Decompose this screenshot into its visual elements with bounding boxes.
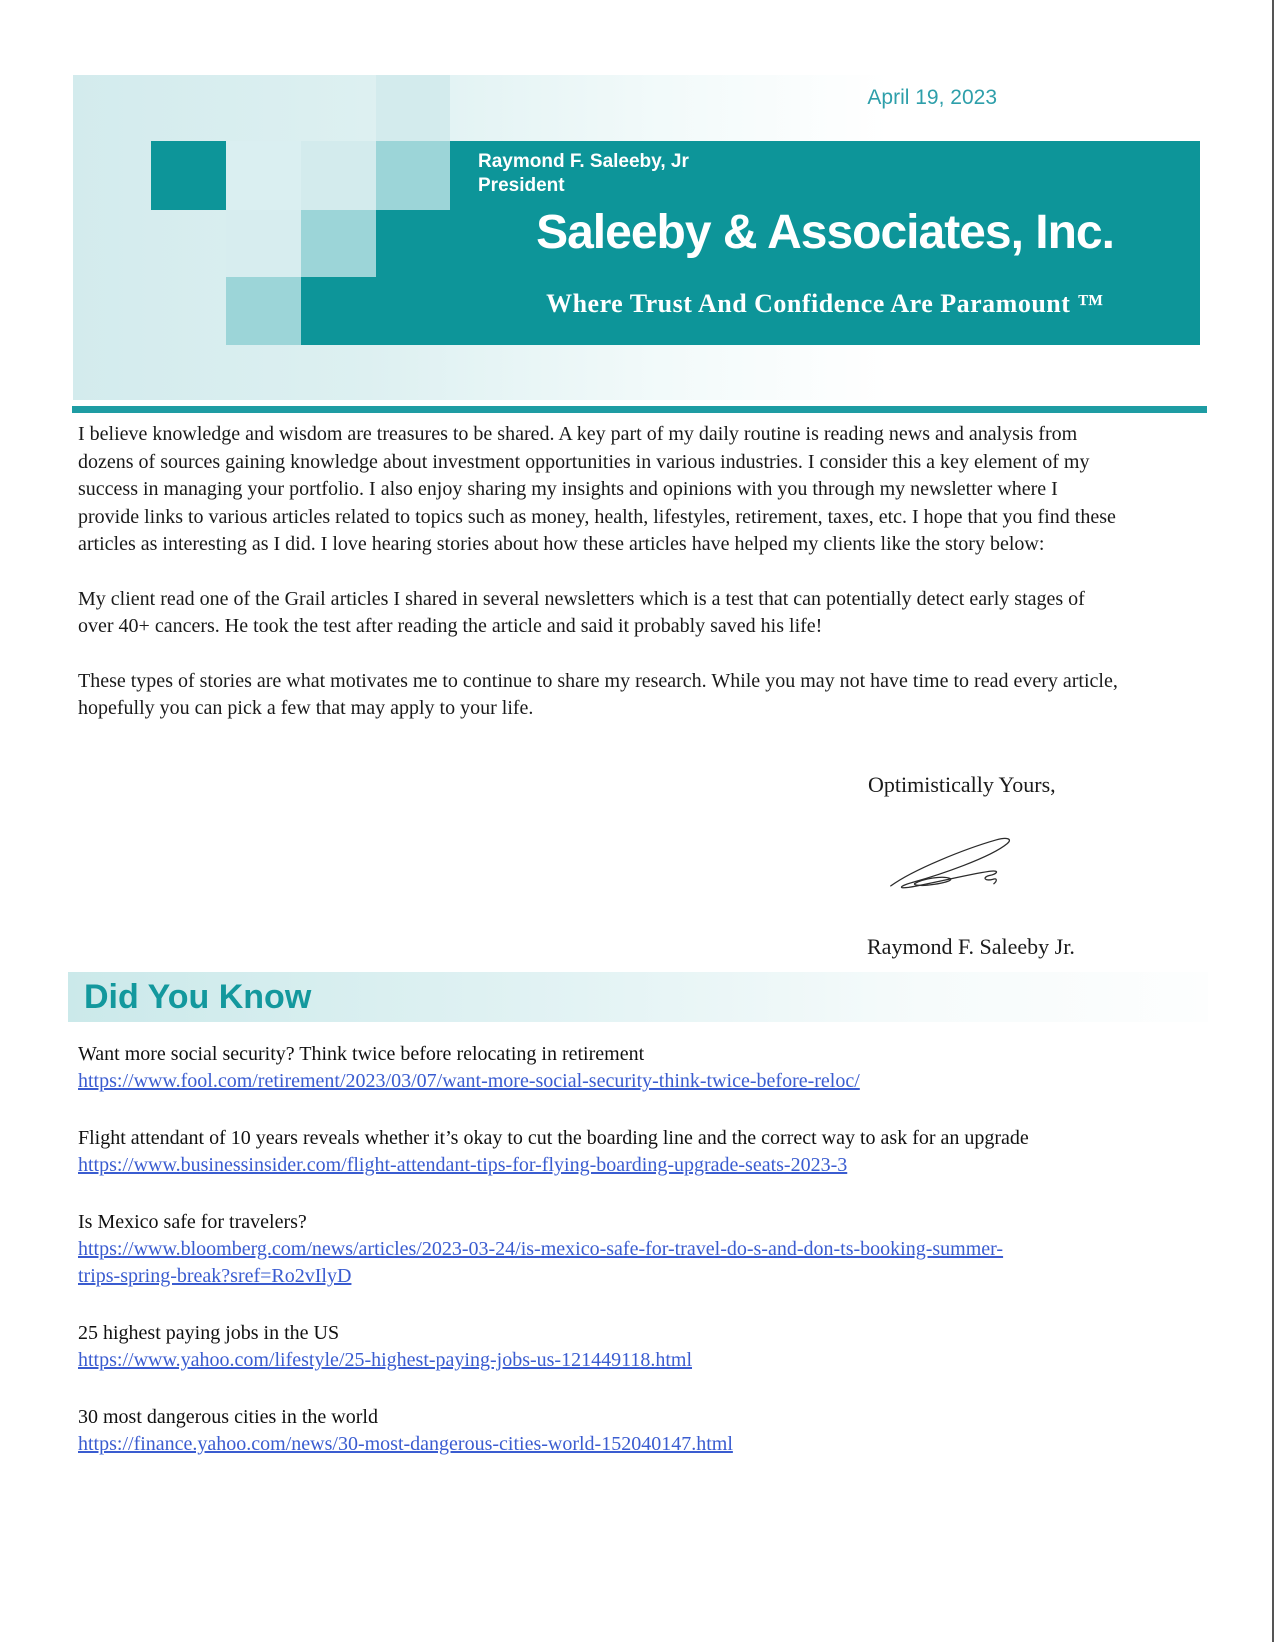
signer-name: Raymond F. Saleeby Jr. — [867, 934, 1075, 959]
letter-paragraph: I believe knowledge and wisdom are treasures to be shared. A key part of my daily routine is reading news and analysis from dozens of sources gaining knowledge about investment opportunities in various industries. I consider this a key element of my success in managing your portfolio. I also enjoy sharing my insights and opinions with you through my newsletter where I provide links to various articles related to topics such as money, health, lifestyles, retirement, taxes, etc. I hope that you find these articles as interesting as I did. I love hearing stories about how these articles have helped my clients like the story below: — [78, 423, 1116, 555]
letter-body — [78, 421, 1123, 750]
article-title: 30 most dangerous cities in the world — [78, 1406, 378, 1428]
article-title: Want more social security? Think twice before relocating in retirement — [78, 1043, 645, 1065]
article-title: Is Mexico safe for travelers? — [78, 1211, 307, 1233]
closing-salutation: Optimistically Yours, — [868, 772, 1056, 797]
article-link[interactable]: https://www.fool.com/retirement/2023/03/07/want-more-social-security-think-twice-before-reloc/ — [78, 1070, 860, 1092]
did-you-know-banner — [68, 972, 1208, 1022]
page-edge-line — [1272, 0, 1274, 1642]
article-title: 25 highest paying jobs in the US — [78, 1322, 340, 1344]
president-title: President — [478, 175, 565, 196]
article-link[interactable]: https://finance.yahoo.com/news/30-most-dangerous-cities-world-152040147.html — [78, 1433, 733, 1455]
mosaic-square-pale — [376, 75, 450, 141]
date-text: April 19, 2023 — [867, 86, 997, 109]
letter-paragraph: These types of stories are what motivates me to continue to share my research. While you may not have time to read every article, hopefully you can pick a few that may apply to your life. — [78, 669, 1118, 719]
article-item — [78, 1208, 1151, 1290]
article-item — [78, 1319, 1151, 1374]
article-link[interactable]: https://www.yahoo.com/lifestyle/25-highest-paying-jobs-us-121449118.html — [78, 1349, 693, 1371]
article-link[interactable]: https://www.businessinsider.com/flight-attendant-tips-for-flying-boarding-upgrade-seats-2023-3 — [78, 1154, 848, 1176]
header-divider — [72, 406, 1207, 413]
article-link[interactable]: https://www.bloomberg.com/news/articles/2023-03-24/is-mexico-safe-for-travel-do-s-and-don-ts-booking-summer-trips-spring-break?sref=Ro2vIlyD — [78, 1238, 1004, 1287]
mosaic-square-pale — [226, 141, 301, 210]
article-title: Flight attendant of 10 years reveals whether it’s okay to cut the boarding line and the correct way to ask for an upgrade — [78, 1127, 1029, 1149]
president-name: Raymond F. Saleeby, Jr — [478, 151, 689, 172]
mosaic-square-dark — [301, 277, 376, 345]
mosaic-square-dark — [376, 210, 450, 345]
did-you-know-heading: Did You Know — [84, 977, 312, 1016]
article-item — [78, 1403, 1151, 1458]
mosaic-square-pale — [226, 210, 301, 277]
article-list — [78, 1040, 1151, 1487]
president-block — [478, 150, 689, 198]
company-tagline: Where Trust And Confidence Are Paramount ™ — [546, 289, 1104, 318]
company-name: Saleeby & Associates, Inc. — [536, 206, 1114, 259]
mosaic-square-medium — [376, 141, 450, 210]
brand-banner — [450, 141, 1200, 345]
mosaic-square-dark — [151, 141, 226, 210]
letter-paragraph: My client read one of the Grail articles I shared in several newsletters which is a test that can potentially detect early stages of over 40+ cancers. He took the test after reading the article and said it probably saved his life! — [78, 587, 1085, 637]
article-item — [78, 1040, 1151, 1095]
mosaic-square-medium — [226, 277, 301, 345]
article-item — [78, 1124, 1151, 1179]
mosaic-square-pale — [301, 141, 376, 210]
signature-image — [870, 814, 1048, 900]
mosaic-square-medium — [301, 210, 376, 277]
